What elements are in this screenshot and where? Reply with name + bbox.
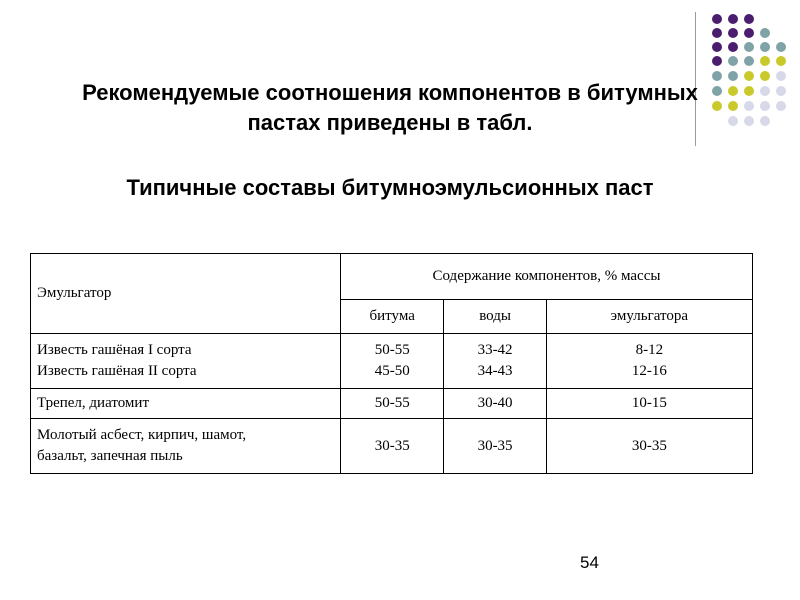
dot (776, 42, 786, 52)
cell-line: базальт, запечная пыль (37, 448, 183, 464)
dot (744, 28, 754, 38)
cell-emulsifier-pct (546, 334, 752, 389)
cell-line: 50-55 (374, 395, 410, 411)
header-emulsifier: Эмульгатор (31, 254, 341, 334)
cell-line: 30-35 (374, 437, 410, 454)
dot (728, 71, 738, 81)
cell-line: 30-40 (477, 395, 513, 411)
page-number: 54 (580, 553, 599, 572)
cell-emulsifier (31, 419, 341, 474)
dot (776, 56, 786, 66)
cell-line: 30-35 (477, 437, 513, 454)
dot (744, 101, 754, 111)
cell-line: Известь гашёная II сорта (37, 363, 197, 379)
cell-emulsifier-pct (546, 389, 752, 419)
cell-line: 34-43 (477, 363, 513, 379)
cell-water (444, 334, 546, 389)
cell-bitumen (340, 419, 444, 474)
cell-line: 30-35 (631, 437, 667, 454)
dot (744, 116, 754, 126)
cell-line: 10-15 (631, 395, 667, 411)
dot (728, 14, 738, 24)
dot (728, 101, 738, 111)
cell-line: 8-12 (635, 342, 664, 358)
dot (744, 71, 754, 81)
cell-line: Молотый асбест, кирпич, шамот, (37, 427, 247, 443)
cell-line: Известь гашёная I сорта (37, 342, 192, 358)
dot (728, 28, 738, 38)
dot (728, 42, 738, 52)
table-title: Типичные составы битумноэмульсионных паст (126, 175, 654, 200)
dot (760, 116, 770, 126)
cell-line: Трепел, диатомит (37, 395, 149, 411)
cell-line: 50-55 (374, 342, 410, 358)
dot (744, 56, 754, 66)
dot (728, 56, 738, 66)
table-row (31, 334, 753, 389)
cell-emulsifier-pct (546, 419, 752, 474)
cell-line: 12-16 (631, 363, 667, 379)
dot (712, 42, 722, 52)
dot (760, 56, 770, 66)
header-bitumen: битума (340, 300, 444, 334)
dot (728, 86, 738, 96)
dot (776, 101, 786, 111)
dot (744, 14, 754, 24)
cell-emulsifier (31, 389, 341, 419)
cell-line: 33-42 (477, 342, 513, 358)
table-row (31, 389, 753, 419)
cell-bitumen (340, 389, 444, 419)
dot (712, 14, 722, 24)
dot (760, 101, 770, 111)
dot (760, 71, 770, 81)
cell-bitumen (340, 334, 444, 389)
cell-line: 45-50 (374, 363, 410, 379)
cell-emulsifier (31, 334, 341, 389)
header-emulsifier-pct: эмульгатора (546, 300, 752, 334)
composition-table (30, 253, 753, 474)
dot (760, 42, 770, 52)
cell-water (444, 389, 546, 419)
dot (712, 28, 722, 38)
table-header-row (31, 254, 753, 300)
header-water: воды (444, 300, 546, 334)
dot (776, 86, 786, 96)
dot (760, 28, 770, 38)
cell-water (444, 419, 546, 474)
slide-title: Рекомендуемые соотношения компонентов в битумных пастах приведены в табл. (82, 80, 698, 135)
dot (744, 86, 754, 96)
dot (776, 71, 786, 81)
dot (728, 116, 738, 126)
dot (712, 56, 722, 66)
dot (744, 42, 754, 52)
dot (760, 86, 770, 96)
header-content-group: Содержание компонентов, % массы (340, 254, 752, 300)
table-row (31, 419, 753, 474)
